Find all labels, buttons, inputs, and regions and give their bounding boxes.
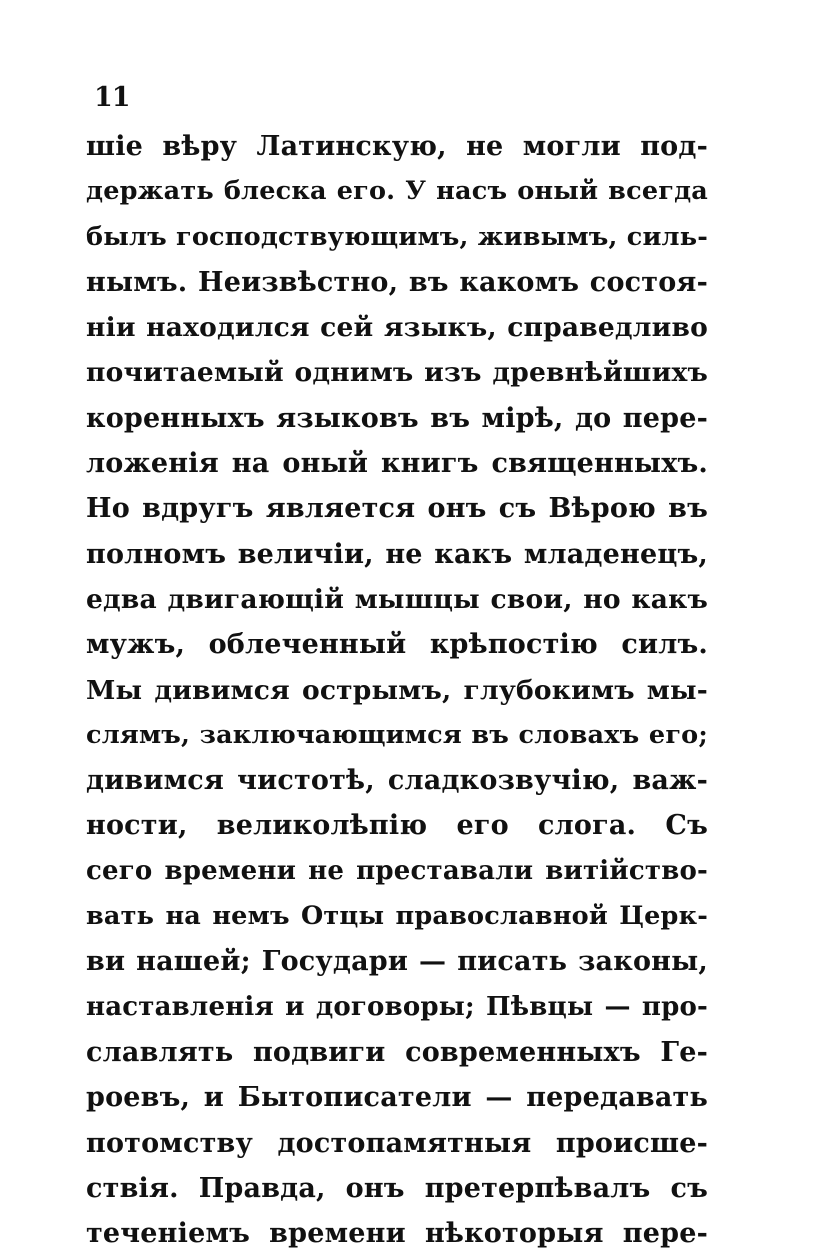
text-line: былъ господствующимъ, живымъ, силь- [86, 221, 709, 252]
text-line: шіе вѣру Латинскую, не могли под- [86, 131, 708, 162]
text-line: почитаемый однимъ изъ древнѣйшихъ [86, 357, 708, 389]
text-line: ности, великолѣпію его слога. Съ [86, 810, 708, 842]
text-line: славлять подвиги современныхъ Ге- [86, 1036, 708, 1068]
body-text [86, 124, 708, 1256]
text-line: слямъ, заключающимся въ словахъ его; [86, 719, 708, 750]
text-line: ложенія на оный книгъ священныхъ. [86, 448, 708, 480]
text-line: мужъ, облеченный крѣпостію силъ. [86, 629, 708, 661]
page-number: 11 [94, 82, 130, 113]
text-line: роевъ, и Бытописатели — передавать [86, 1082, 708, 1114]
text-line: нымъ. Неизвѣстно, въ какомъ состоя- [86, 266, 708, 298]
text-line: ніи находился сей языкъ, справедливо [86, 312, 708, 344]
text-line: Но вдругъ является онъ съ Вѣрою въ [86, 493, 708, 525]
text-line: Мы дивимся острымъ, глубокимъ мы- [86, 674, 708, 706]
text-line: вать на немъ Отцы православной Церк- [86, 901, 708, 932]
text-line: едва двигающій мышцы свои, но какъ [86, 583, 708, 615]
text-line: держать блеска его. У насъ оный всегда [86, 176, 708, 207]
text-line: дивимся чистотѣ, сладкозвучію, важ- [86, 765, 708, 797]
text-line: наставленія и договоры; Пѣвцы — про- [86, 991, 708, 1022]
text-line: теченіемъ времени нѣкоторыя пере- [86, 1218, 708, 1250]
text-line: сего времени не преставали витійство- [86, 855, 708, 886]
text-line: ствія. Правда, онъ претерпѣвалъ съ [86, 1172, 708, 1204]
text-line: ви нашей; Государи — писать законы, [86, 946, 708, 978]
text-line: полномъ величіи, не какъ младенецъ, [86, 538, 708, 570]
text-line: коренныхъ языковъ въ мірѣ, до пере- [86, 402, 708, 434]
text-line: потомству достопамятныя происше- [86, 1127, 708, 1159]
